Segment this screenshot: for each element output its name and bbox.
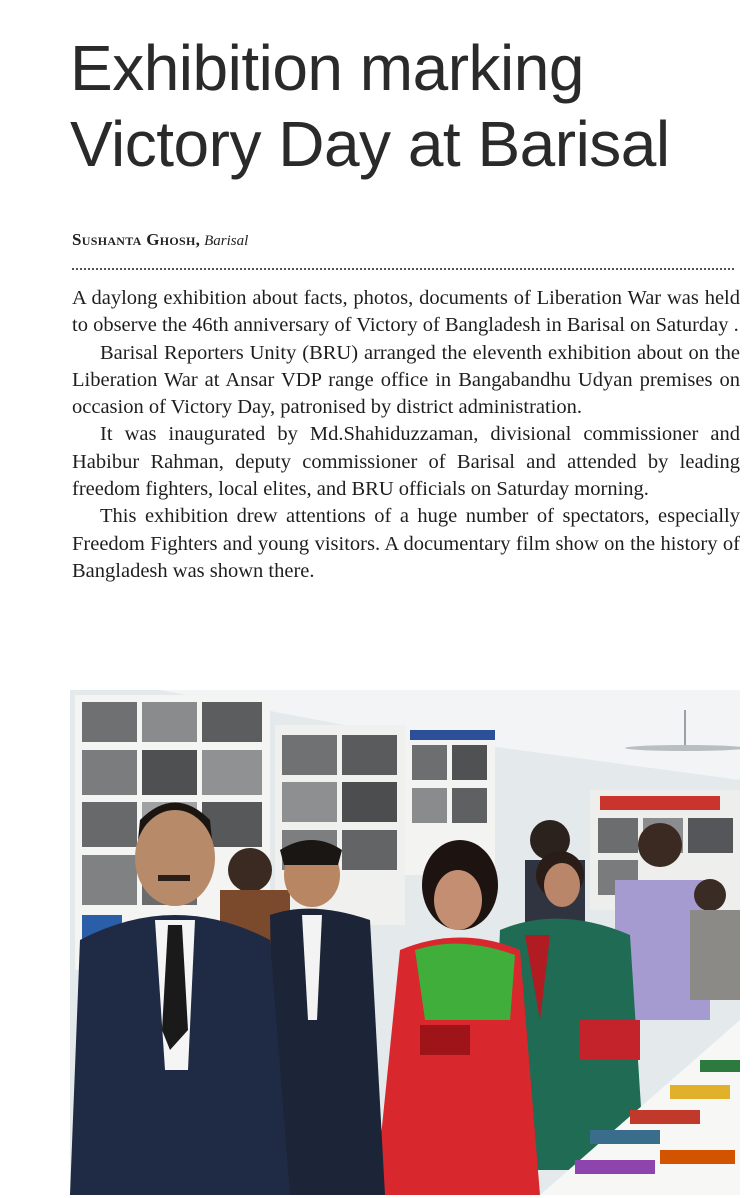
byline-author: Sushanta Ghosh, xyxy=(72,230,201,249)
paragraph-2: Barisal Reporters Unity (BRU) arranged the eleventh exhibition about on the Liberation War at Ansar VDP range office in Bangabandhu Udyan premises on occasion of Victory Day, patronised by district administration. xyxy=(72,341,740,419)
byline xyxy=(72,230,248,250)
headline-line-1: Exhibition marking xyxy=(70,32,584,104)
byline-place: Barisal xyxy=(204,233,249,249)
paragraph-3: It was inaugurated by Md.Shahiduzzaman, divisional commissioner and Habibur Rahman, deputy commissioner of Barisal and attended by leading freedom fighters, local elites, and BRU officials on Saturday morning. xyxy=(72,423,740,501)
dotted-divider xyxy=(72,268,734,270)
headline xyxy=(70,30,750,182)
headline-line-2: Victory Day at Barisal xyxy=(70,108,670,180)
article-body xyxy=(72,285,740,585)
exhibition-photo xyxy=(70,690,740,1195)
paragraph-1: A daylong exhibition about facts, photos, documents of Liberation War was held to observe the 46th anniversary of Victory of Bangladesh in Barisal on Saturday . xyxy=(72,287,740,337)
paragraph-4: This exhibition drew attentions of a huge number of spectators, especially Freedom Fighters and young visitors. A documentary film show on the history of Bangladesh was shown there. xyxy=(72,505,740,582)
